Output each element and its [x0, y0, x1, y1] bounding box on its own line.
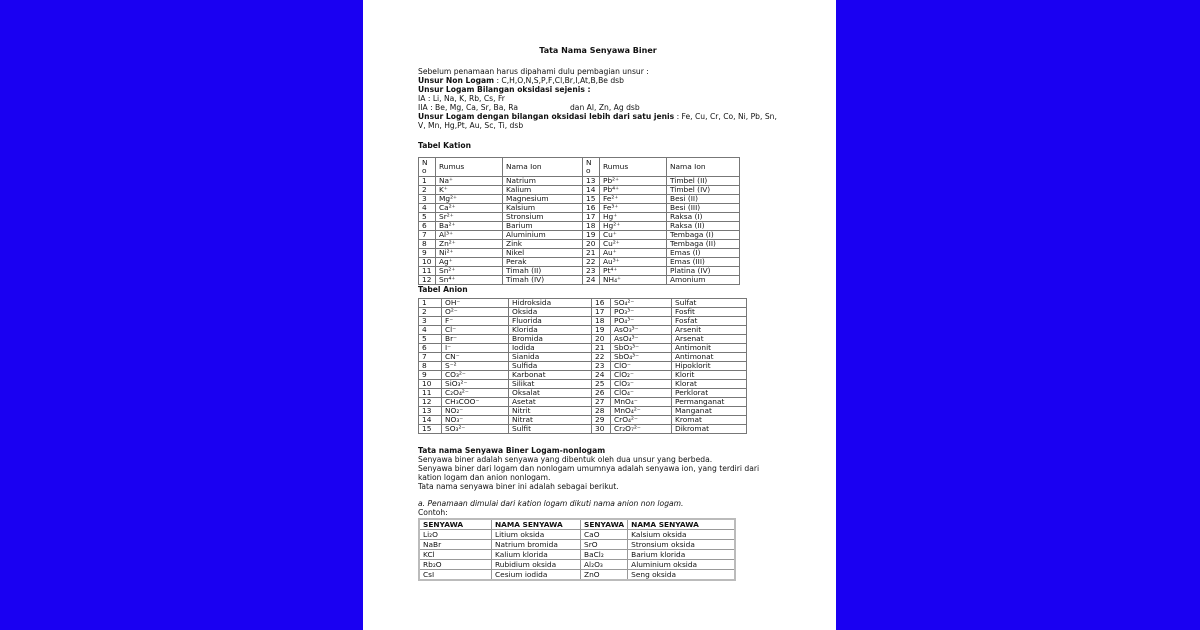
document-content [418, 46, 778, 581]
kation-header-cell: Nama Ion [667, 158, 740, 177]
kation-row-cell: 8 [419, 240, 436, 249]
logam-lebih-line [418, 112, 778, 130]
anion-row-cell: Nitrit [509, 407, 592, 416]
anion-row-cell: 8 [419, 362, 442, 371]
kation-row-cell: Pt⁴⁺ [600, 267, 667, 276]
anion-row-cell: Hidroksida [509, 299, 592, 308]
anion-row-cell: 18 [592, 317, 611, 326]
anion-row-cell: Asetat [509, 398, 592, 407]
kation-row-cell: 11 [419, 267, 436, 276]
anion-row-cell: OH⁻ [442, 299, 509, 308]
anion-row-cell: Klorit [672, 371, 747, 380]
nonlogam-label: Unsur Non Logam [418, 76, 495, 85]
anion-row-cell: 24 [592, 371, 611, 380]
anion-row-cell: 13 [419, 407, 442, 416]
anion-row-cell: 22 [592, 353, 611, 362]
kation-row-cell: Nikel [503, 249, 583, 258]
kation-row-cell: Pb²⁺ [600, 177, 667, 186]
kation-row-cell: Barium [503, 222, 583, 231]
contoh-row [419, 560, 735, 570]
anion-row-cell: Fosfat [672, 317, 747, 326]
nonlogam-text: : C,H,O,N,S,P,F,Cl,Br,I,At,B,Be dsb [494, 76, 624, 85]
anion-row-cell: 6 [419, 344, 442, 353]
kation-row-cell: Fe³⁺ [600, 204, 667, 213]
kation-row-cell: Hg²⁺ [600, 222, 667, 231]
anion-row-cell: 29 [592, 416, 611, 425]
contoh-row [419, 540, 735, 550]
anion-row-cell: PO₃³⁻ [611, 308, 672, 317]
anion-row-cell: 7 [419, 353, 442, 362]
anion-row-cell: Sulfit [509, 425, 592, 434]
contoh-row-cell: ZnO [581, 570, 628, 581]
anion-row-cell: Sulfat [672, 299, 747, 308]
anion-row-cell: 15 [419, 425, 442, 434]
kation-header-row [419, 158, 740, 177]
anion-row-cell: NO₂⁻ [442, 407, 509, 416]
kation-row-cell: Perak [503, 258, 583, 267]
kation-row-cell: Raksa (I) [667, 213, 740, 222]
contoh-row-cell: KCl [419, 550, 492, 560]
paragraph-2: Senyawa biner dari logam dan nonlogam umumnya adalah senyawa ion, yang terdiri dari kation logam dan anion nonlogam. [418, 464, 760, 482]
anion-row-cell: Klorat [672, 380, 747, 389]
anion-row-cell: ClO₃⁻ [611, 380, 672, 389]
anion-row-cell: 14 [419, 416, 442, 425]
kation-row-cell: Fe²⁺ [600, 195, 667, 204]
anion-row-cell: 21 [592, 344, 611, 353]
kation-row-cell: Natrium [503, 177, 583, 186]
kation-row-cell: 22 [583, 258, 600, 267]
paragraph-3: Tata nama senyawa biner ini adalah sebagai berikut. [418, 482, 619, 491]
anion-row-cell: Dikromat [672, 425, 747, 434]
kation-row-cell: 12 [419, 276, 436, 285]
anion-row-cell: Permanganat [672, 398, 747, 407]
kation-row-cell: Hg⁺ [600, 213, 667, 222]
kation-row-cell: 10 [419, 258, 436, 267]
kation-header-cell: N o [419, 158, 436, 177]
logam-lebih-label: Unsur Logam dengan bilangan oksidasi lebih dari satu jenis [418, 112, 675, 121]
kation-header-cell: N o [583, 158, 600, 177]
anion-row-cell: ClO⁻ [611, 362, 672, 371]
kation-row-cell: Cu⁺ [600, 231, 667, 240]
anion-row [419, 425, 747, 434]
anion-row-cell: 12 [419, 398, 442, 407]
contoh-row-cell: Al₂O₃ [581, 560, 628, 570]
kation-title: Tabel Kation [418, 141, 472, 150]
kation-row-cell: 7 [419, 231, 436, 240]
kation-row-cell: Aluminium [503, 231, 583, 240]
anion-row-cell: AsO₄³⁻ [611, 335, 672, 344]
kation-row-cell: 24 [583, 276, 600, 285]
kation-header-cell: Nama Ion [503, 158, 583, 177]
kation-row-cell: Timbel (IV) [667, 186, 740, 195]
contoh-table [418, 518, 736, 581]
kation-row-cell: 4 [419, 204, 436, 213]
anion-row-cell: 28 [592, 407, 611, 416]
anion-row-cell: SO₄²⁻ [611, 299, 672, 308]
logam-nonlogam-title: Tata nama Senyawa Biner Logam-nonlogam [418, 446, 606, 455]
anion-row-cell: Bromida [509, 335, 592, 344]
kation-row-cell: 14 [583, 186, 600, 195]
anion-row-cell: Antimonit [672, 344, 747, 353]
anion-row-cell: 9 [419, 371, 442, 380]
anion-row-cell: ClO₂⁻ [611, 371, 672, 380]
contoh-label: Contoh: [418, 508, 448, 517]
anion-row-cell: 2 [419, 308, 442, 317]
document-title: Tata Nama Senyawa Biner [539, 46, 657, 55]
logam-lebih-text: : Fe, Cu, Cr, Co, Ni, Pb, Sn, V, Mn, Hg,Pt, Au, Sc, Ti, dsb [418, 112, 777, 130]
contoh-row-cell: Aluminium oksida [628, 560, 736, 570]
anion-row-cell: SiO₃²⁻ [442, 380, 509, 389]
contoh-row-cell: Barium klorida [628, 550, 736, 560]
kation-row-cell: Tembaga (I) [667, 231, 740, 240]
kation-row-cell: Sn²⁺ [436, 267, 503, 276]
contoh-header-cell: SENYAWA [581, 519, 628, 530]
contoh-row-cell: NaBr [419, 540, 492, 550]
contoh-header-cell: NAMA SENYAWA [492, 519, 581, 530]
anion-row-cell: CH₃COO⁻ [442, 398, 509, 407]
anion-row-cell: MnO₄²⁻ [611, 407, 672, 416]
kation-row-cell: K⁺ [436, 186, 503, 195]
rule-a: a. Penamaan dimulai dari kation logam dikuti nama anion non logam. [418, 499, 684, 508]
anion-row-cell: Kromat [672, 416, 747, 425]
anion-row-cell: F⁻ [442, 317, 509, 326]
anion-row [419, 299, 747, 308]
kation-row-cell: Magnesium [503, 195, 583, 204]
anion-row-cell: Arsenit [672, 326, 747, 335]
anion-table [418, 298, 747, 434]
anion-row-cell: CO₃²⁻ [442, 371, 509, 380]
document-page [363, 0, 836, 630]
kation-row-cell: Tembaga (II) [667, 240, 740, 249]
anion-row-cell: Br⁻ [442, 335, 509, 344]
kation-row-cell: 16 [583, 204, 600, 213]
kation-header-cell: Rumus [600, 158, 667, 177]
anion-row-cell: SbO₃³⁻ [611, 344, 672, 353]
kation-row-cell: 21 [583, 249, 600, 258]
anion-row-cell: Manganat [672, 407, 747, 416]
anion-row-cell: 17 [592, 308, 611, 317]
anion-row-cell: CrO₄²⁻ [611, 416, 672, 425]
contoh-row-cell: Kalium klorida [492, 550, 581, 560]
anion-row-cell: O²⁻ [442, 308, 509, 317]
kation-row-cell: 13 [583, 177, 600, 186]
ia-line: IA : Li, Na, K, Rb, Cs, Fr [418, 94, 505, 103]
anion-row-cell: NO₃⁻ [442, 416, 509, 425]
anion-row-cell: Silikat [509, 380, 592, 389]
kation-row-cell: Raksa (II) [667, 222, 740, 231]
kation-table [418, 157, 740, 285]
kation-row-cell: Besi (III) [667, 204, 740, 213]
anion-title: Tabel Anion [418, 285, 468, 294]
anion-row [419, 362, 747, 371]
contoh-row-cell: Seng oksida [628, 570, 736, 581]
anion-row-cell: I⁻ [442, 344, 509, 353]
kation-row-cell: Amonium [667, 276, 740, 285]
logam-sejenis-label: Unsur Logam Bilangan oksidasi sejenis : [418, 85, 591, 94]
anion-row-cell: Sulfida [509, 362, 592, 371]
anion-row-cell: 11 [419, 389, 442, 398]
anion-row-cell: Perklorat [672, 389, 747, 398]
iia-text: IIA : Be, Mg, Ca, Sr, Ba, Ra [418, 103, 518, 112]
kation-row-cell: Timbel (II) [667, 177, 740, 186]
anion-row-cell: Sianida [509, 353, 592, 362]
anion-row-cell: 25 [592, 380, 611, 389]
anion-row-cell: 19 [592, 326, 611, 335]
contoh-row [419, 530, 735, 540]
contoh-row-cell: CaO [581, 530, 628, 540]
contoh-row-cell: Rb₂O [419, 560, 492, 570]
kation-row-cell: Zn²⁺ [436, 240, 503, 249]
anion-row-cell: S⁻² [442, 362, 509, 371]
nonlogam-line [418, 76, 778, 85]
kation-row-cell: Stronsium [503, 213, 583, 222]
anion-row-cell: CN⁻ [442, 353, 509, 362]
anion-row-cell: 26 [592, 389, 611, 398]
anion-row-cell: MnO₄⁻ [611, 398, 672, 407]
kation-row-cell: Ag⁺ [436, 258, 503, 267]
anion-row-cell: Cr₂O₇²⁻ [611, 425, 672, 434]
anion-row-cell: Iodida [509, 344, 592, 353]
kation-row-cell: Kalsium [503, 204, 583, 213]
contoh-row-cell: BaCl₂ [581, 550, 628, 560]
kation-row-cell: 5 [419, 213, 436, 222]
anion-row-cell: ClO₄⁻ [611, 389, 672, 398]
anion-row-cell: Oksida [509, 308, 592, 317]
kation-row-cell: Ni²⁺ [436, 249, 503, 258]
anion-row-cell: 1 [419, 299, 442, 308]
contoh-row-cell: Natrium bromida [492, 540, 581, 550]
contoh-header-row [419, 519, 735, 530]
kation-row-cell: Sn⁴⁺ [436, 276, 503, 285]
kation-row-cell: 1 [419, 177, 436, 186]
kation-row-cell: 3 [419, 195, 436, 204]
contoh-row [419, 570, 735, 581]
kation-row-cell: 18 [583, 222, 600, 231]
kation-row-cell: 6 [419, 222, 436, 231]
kation-row-cell: Cu²⁺ [600, 240, 667, 249]
kation-row [419, 276, 740, 285]
kation-row-cell: 23 [583, 267, 600, 276]
kation-row-cell: Au⁺ [600, 249, 667, 258]
kation-row-cell: Ca²⁺ [436, 204, 503, 213]
anion-row-cell: Hipoklorit [672, 362, 747, 371]
anion-row-cell: Arsenat [672, 335, 747, 344]
anion-row-cell: 23 [592, 362, 611, 371]
kation-row-cell: Na⁺ [436, 177, 503, 186]
anion-row-cell: 16 [592, 299, 611, 308]
kation-row-cell: Sr²⁺ [436, 213, 503, 222]
anion-row-cell: Antimonat [672, 353, 747, 362]
anion-row-cell: Fosfit [672, 308, 747, 317]
kation-row-cell: Timah (IV) [503, 276, 583, 285]
kation-row-cell: Kalium [503, 186, 583, 195]
contoh-header-cell: NAMA SENYAWA [628, 519, 736, 530]
anion-row-cell: Klorida [509, 326, 592, 335]
anion-row-cell: C₂O₄²⁻ [442, 389, 509, 398]
kation-header-cell: Rumus [436, 158, 503, 177]
anion-row-cell: Cl⁻ [442, 326, 509, 335]
anion-row [419, 371, 747, 380]
contoh-row-cell: CsI [419, 570, 492, 581]
intro-text: Sebelum penamaan harus dipahami dulu pembagian unsur : [418, 67, 649, 76]
anion-row-cell: Nitrat [509, 416, 592, 425]
contoh-header-cell: SENYAWA [419, 519, 492, 530]
kation-row-cell: Timah (II) [503, 267, 583, 276]
kation-row-cell: Emas (I) [667, 249, 740, 258]
kation-row-cell: Besi (II) [667, 195, 740, 204]
anion-row-cell: AsO₃³⁻ [611, 326, 672, 335]
paragraph-1: Senyawa biner adalah senyawa yang dibentuk oleh dua unsur yang berbeda. [418, 455, 713, 464]
kation-row-cell: 19 [583, 231, 600, 240]
kation-row-cell: Zink [503, 240, 583, 249]
anion-row-cell: 10 [419, 380, 442, 389]
contoh-row-cell: Cesium iodida [492, 570, 581, 581]
kation-row-cell: 2 [419, 186, 436, 195]
kation-row-cell: 15 [583, 195, 600, 204]
kation-row-cell: Mg²⁺ [436, 195, 503, 204]
anion-row-cell: SbO₄³⁻ [611, 353, 672, 362]
anion-row-cell: 27 [592, 398, 611, 407]
anion-row-cell: 4 [419, 326, 442, 335]
anion-row-cell: PO₄³⁻ [611, 317, 672, 326]
anion-row-cell: 20 [592, 335, 611, 344]
anion-row-cell: Karbonat [509, 371, 592, 380]
kation-row-cell: Al³⁺ [436, 231, 503, 240]
contoh-row [419, 550, 735, 560]
kation-row-cell: Ba²⁺ [436, 222, 503, 231]
contoh-row-cell: Litium oksida [492, 530, 581, 540]
anion-row-cell: Fluorida [509, 317, 592, 326]
kation-row-cell: 20 [583, 240, 600, 249]
contoh-row-cell: Li₂O [419, 530, 492, 540]
contoh-row-cell: Kalsium oksida [628, 530, 736, 540]
anion-row-cell: 30 [592, 425, 611, 434]
contoh-row-cell: SrO [581, 540, 628, 550]
contoh-row-cell: Rubidium oksida [492, 560, 581, 570]
kation-row-cell: NH₄⁺ [600, 276, 667, 285]
kation-row-cell: 17 [583, 213, 600, 222]
kation-row-cell: Emas (III) [667, 258, 740, 267]
iia-extra: dan Al, Zn, Ag dsb [569, 103, 640, 112]
kation-row-cell: Pb⁴⁺ [600, 186, 667, 195]
anion-row-cell: Oksalat [509, 389, 592, 398]
contoh-row-cell: Stronsium oksida [628, 540, 736, 550]
kation-row-cell: 9 [419, 249, 436, 258]
anion-row-cell: 5 [419, 335, 442, 344]
kation-row-cell: Au³⁺ [600, 258, 667, 267]
iia-line [418, 103, 778, 112]
anion-row-cell: 3 [419, 317, 442, 326]
anion-row-cell: SO₃²⁻ [442, 425, 509, 434]
kation-row-cell: Platina (IV) [667, 267, 740, 276]
anion-row [419, 308, 747, 317]
